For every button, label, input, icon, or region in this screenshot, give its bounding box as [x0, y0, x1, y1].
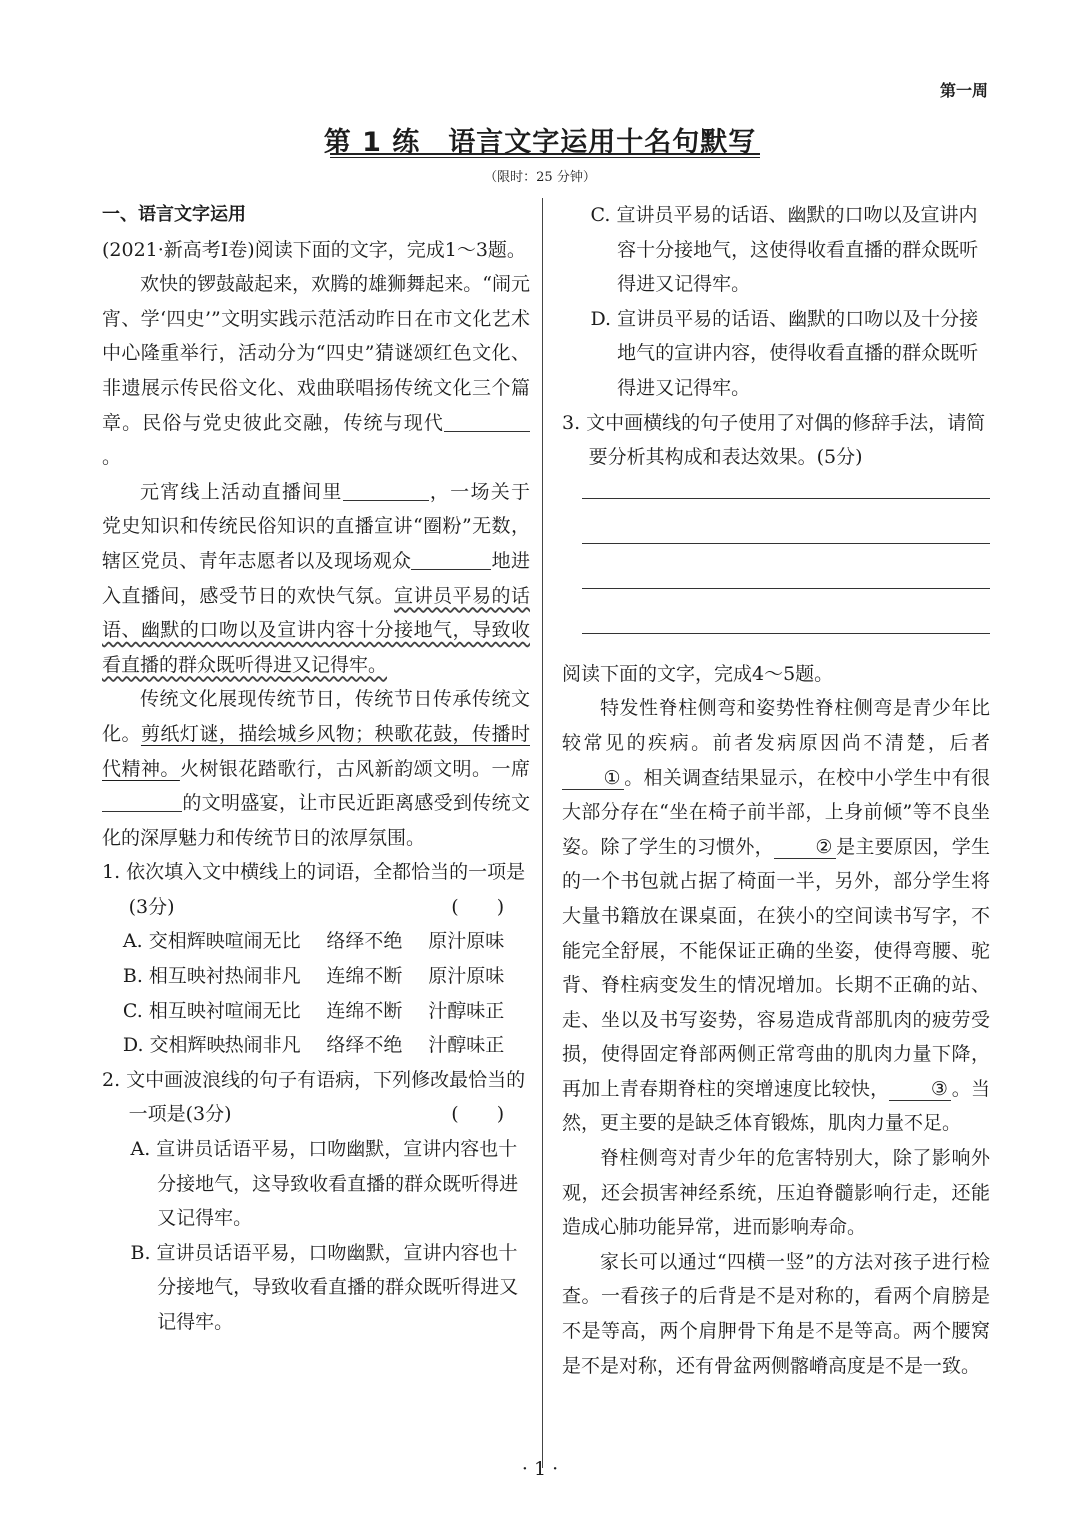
text-run: 。 — [102, 446, 122, 469]
fill-blank[interactable] — [444, 409, 530, 432]
option-b[interactable]: B. 宣讲员话语平易，口吻幽默，宣讲内容也十分接地气，导致收看直播的群众既听得进又记得牢。 — [130, 1241, 519, 1333]
week-label: 第一周 — [939, 81, 988, 100]
answer-bracket[interactable]: ( ) — [451, 895, 505, 918]
option-word: D. 交相辉映 — [122, 1034, 226, 1057]
text-run: 是主要原因，学生的一个书包就占据了椅面一半，另外，部分学生将大量书籍放在课桌面，在狭小的空间读书写字，不能完全舒展，不能保证正确的坐姿，使得弯腰、驼背、脊柱病变发生的情况增加。长期不正确的站、走、坐以及书写姿势，容易造成背部肌肉的疲劳受损，使得固定脊部两侧正常弯曲的肌肉力量下降，再加上青春期脊柱的突增速度比较快， — [562, 835, 990, 1100]
right-column — [562, 198, 990, 1383]
answer-line[interactable] — [582, 543, 990, 544]
passage-paragraph — [102, 682, 530, 855]
option-word: A. 交相辉映 — [122, 930, 225, 953]
option-a[interactable]: A. 宣讲员话语平易，口吻幽默，宣讲内容也十分接地气，这导致收看直播的群众既听得进又记得牢。 — [130, 1138, 519, 1230]
text-run: 地进入直播间，感受节日的欢快气氛。 — [102, 549, 530, 607]
option-word: 原汁原味 — [428, 965, 505, 988]
option-row-c[interactable] — [123, 994, 530, 1029]
q1-options — [123, 924, 530, 1062]
option-word: 汁醇味正 — [428, 999, 505, 1022]
option-row-d[interactable] — [123, 1028, 530, 1063]
answer-bracket[interactable]: ( ) — [451, 1103, 505, 1126]
option-word: 热闹非凡 — [224, 965, 301, 988]
option-word: 热闹非凡 — [224, 1034, 301, 1057]
option-word: C. 相互映衬 — [122, 999, 225, 1022]
option-word: 络绎不绝 — [326, 1034, 403, 1057]
text-run: ，一场关于党史知识和传统民俗知识的直播宣讲“圈粉”无数，辖区党员、青年志愿者以及现场观众 — [102, 480, 530, 572]
title-rule — [330, 157, 760, 158]
question-3: 3. 文中画横线的句子使用了对偶的修辞手法，请简要分析其构成和表达效果。(5分) — [562, 411, 986, 469]
passage-intro: (2021·新高考Ⅰ卷)阅读下面的文字，完成1～3题。 — [102, 238, 526, 261]
numbered-blank-3[interactable]: ③ — [889, 1078, 951, 1101]
text-run: 的文明盛宴，让市民近距离感受到传统文化的深厚魅力和传统节日的浓厚氛围。 — [102, 792, 530, 849]
numbered-blank-1[interactable]: ① — [562, 767, 624, 790]
time-limit: （限时：25 分钟） — [484, 170, 596, 185]
column-divider — [542, 198, 543, 1468]
option-d[interactable]: D. 宣讲员平易的话语、幽默的口吻以及十分接地气的宣讲内容，使得收看直播的群众既听得进又记得牢。 — [590, 307, 979, 399]
passage-intro: 阅读下面的文字，完成4～5题。 — [562, 662, 834, 685]
numbered-blank-2[interactable]: ② — [774, 836, 836, 859]
underlined-sentence: 剪纸灯谜，描绘城乡风物；秧歌花鼓，传播时代精神。 — [102, 722, 530, 780]
fill-blank[interactable] — [102, 789, 182, 812]
title-rule — [330, 153, 760, 155]
fill-blank[interactable] — [411, 547, 491, 570]
wavy-underlined-sentence: 宣讲员平易的话语、幽默的口吻以及宣讲内容十分接地气，导致收看直播的群众既听得进又记得牢。 — [102, 584, 530, 676]
passage-paragraph — [102, 267, 530, 475]
option-row-b[interactable] — [123, 959, 530, 994]
text-run: 元宵线上活动直播间里 — [140, 480, 343, 503]
text-run: 特发性脊柱侧弯和姿势性脊柱侧弯是青少年比较常见的疾病。前者发病原因尚不清楚，后者 — [562, 697, 990, 754]
text-run: 。当然，更主要的是缺乏体育锻炼，肌肉力量不足。 — [562, 1077, 990, 1135]
question-2 — [102, 1063, 530, 1132]
answer-line[interactable] — [582, 588, 990, 589]
option-c[interactable]: C. 宣讲员平易的话语、幽默的口吻以及宣讲内容十分接地气，这使得收看直播的群众既听得进又记得牢。 — [590, 204, 979, 296]
passage-paragraph — [562, 691, 990, 1141]
text-run: 火树银花踏歌行，古风新韵颂文明。一席 — [179, 757, 530, 780]
answer-line[interactable] — [582, 498, 990, 499]
option-word: 喧闹无比 — [224, 930, 301, 953]
option-word: 原汁原味 — [428, 930, 505, 953]
text-run: 2. 文中画波浪线的句子有语病，下列修改最恰当的一项是(3分) — [102, 1068, 526, 1126]
option-word: 汁醇味正 — [428, 1034, 505, 1057]
option-word: 连绵不断 — [326, 965, 403, 988]
fill-blank[interactable] — [343, 478, 429, 501]
option-word: 喧闹无比 — [224, 999, 301, 1022]
text-run: 欢快的锣鼓敲起来，欢腾的雄狮舞起来。“闹元宵、学‘四史’”文明实践示范活动昨日在市文化艺术中心隆重举行，活动分为“四史”猜谜颂红色文化、非遗展示传民俗文化、戏曲联唱扬传统文化三个篇章。民俗与党史彼此交融，传统与现代 — [102, 273, 530, 434]
answer-area — [562, 475, 990, 657]
text-run: 。相关调查结果显示，在校中小学生中有很大部分存在“坐在椅子前半部，上身前倾”等不良坐姿。除了学生的习惯外， — [562, 766, 990, 858]
page-title: 第 1 练 语言文字运用十名句默写 — [323, 127, 757, 158]
page-number: · 1 · — [521, 1458, 559, 1480]
passage-paragraph: 家长可以通过“四横一竖”的方法对孩子进行检查。一看孩子的后背是不是对称的，看两个肩膀是不是等高，两个肩胛骨下角是不是等高。两个腰窝是不是对称，还有骨盆两侧髂嵴高度是不是一致。 — [562, 1250, 990, 1377]
left-column — [102, 198, 530, 1340]
passage-paragraph — [102, 475, 530, 683]
option-word: B. 相互映衬 — [122, 965, 225, 988]
section-heading: 一、语言文字运用 — [102, 204, 246, 225]
text-run: 传统文化展现传统节日，传统节日传承传统文化。 — [102, 688, 530, 745]
text-run: 1. 依次填入文中横线上的词语，全都恰当的一项是(3分) — [102, 861, 526, 918]
answer-line[interactable] — [582, 633, 990, 634]
option-word: 络绎不绝 — [326, 930, 403, 953]
option-row-a[interactable] — [123, 924, 530, 959]
passage-paragraph: 脊柱侧弯对青少年的危害特别大，除了影响外观，还会损害神经系统，压迫脊髓影响行走，还能造成心肺功能异常，进而影响寿命。 — [562, 1147, 990, 1239]
option-word: 连绵不断 — [326, 999, 403, 1022]
question-1 — [102, 855, 530, 924]
